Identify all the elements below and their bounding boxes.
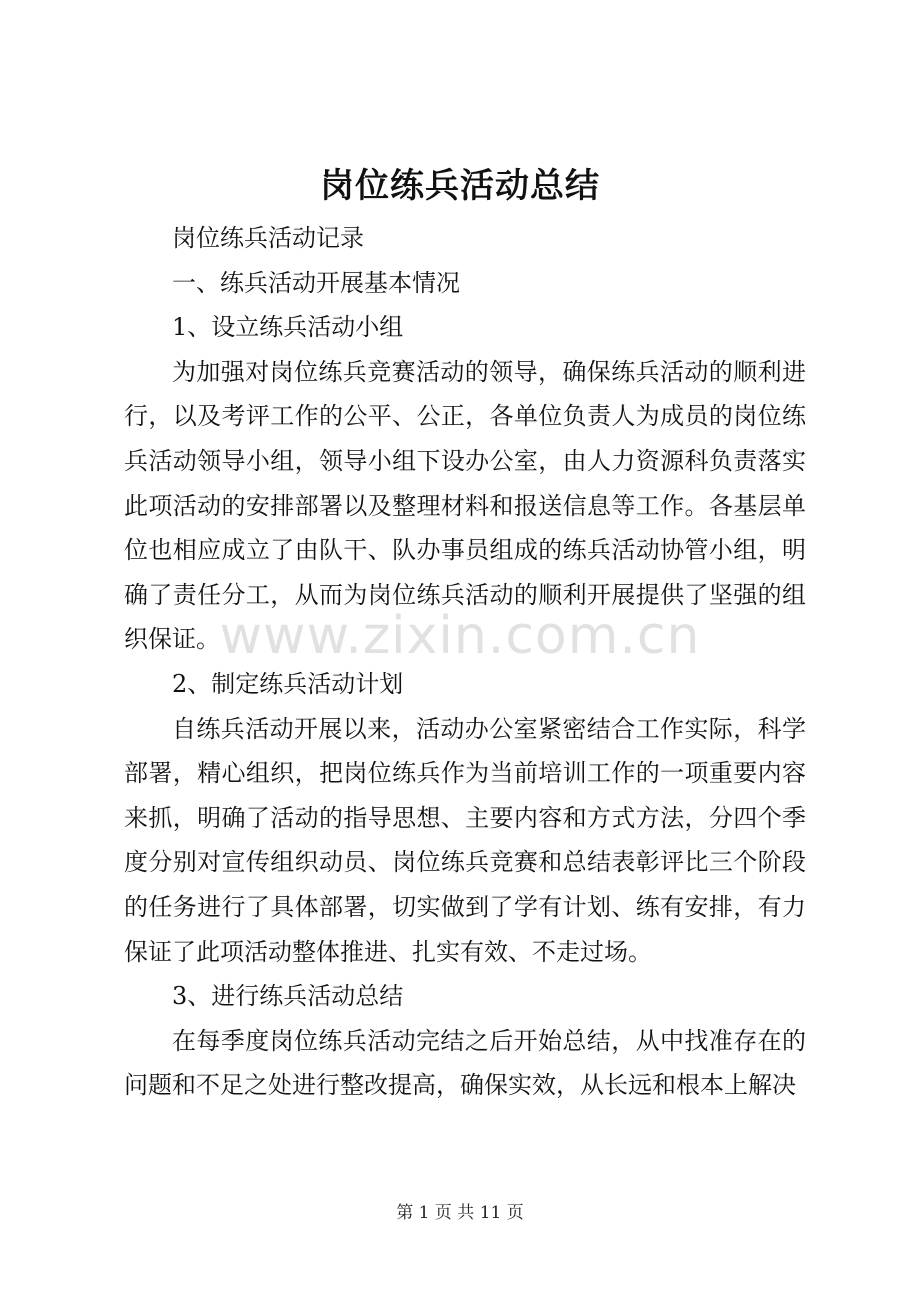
watermark: www.zixin.com.cn: [219, 606, 701, 666]
page-footer: 第 1 页 共 11 页: [396, 1203, 524, 1223]
paragraph: 岗位练兵活动记录: [172, 224, 364, 252]
subsection-heading: 3、进行练兵活动总结: [172, 982, 404, 1011]
paragraph: 在每季度岗位练兵活动完结之后开始总结，从中找准存在的问题和不足之处进行整改提高，确保实效，从长远和根本上解决: [124, 1026, 806, 1100]
document-body: [124, 216, 806, 1108]
subsection-heading: 2、制定练兵活动计划: [172, 669, 404, 698]
section-heading: 一、练兵活动开展基本情况: [172, 268, 460, 297]
document-title: 岗位练兵活动总结: [320, 166, 600, 206]
paragraph: 为加强对岗位练兵竞赛活动的领导，确保练兵活动的顺利进行，以及考评工作的公平、公正，各单位负责人为成员的岗位练兵活动领导小组，领导小组下设办公室，由人力资源科负责落实此项活动的安排部署以及整理材料和报送信息等工作。各基层单位也相应成立了由队干、队办事员组成的练兵活动协管小组，明确了责任分工，从而为岗位练兵活动的顺利开展提供了坚强的组织保证。: [124, 357, 806, 654]
subsection-heading: 1、设立练兵活动小组: [172, 313, 404, 342]
paragraph: 自练兵活动开展以来，活动办公室紧密结合工作实际，科学部署，精心组织，把岗位练兵作为当前培训工作的一项重要内容来抓，明确了活动的指导思想、主要内容和方式方法，分四个季度分别对宣传组织动员、岗位练兵竞赛和总结表彰评比三个阶段的任务进行了具体部署，切实做到了学有计划、练有安排，有力保证了此项活动整体推进、扎实有效、不走过场。: [124, 714, 806, 966]
